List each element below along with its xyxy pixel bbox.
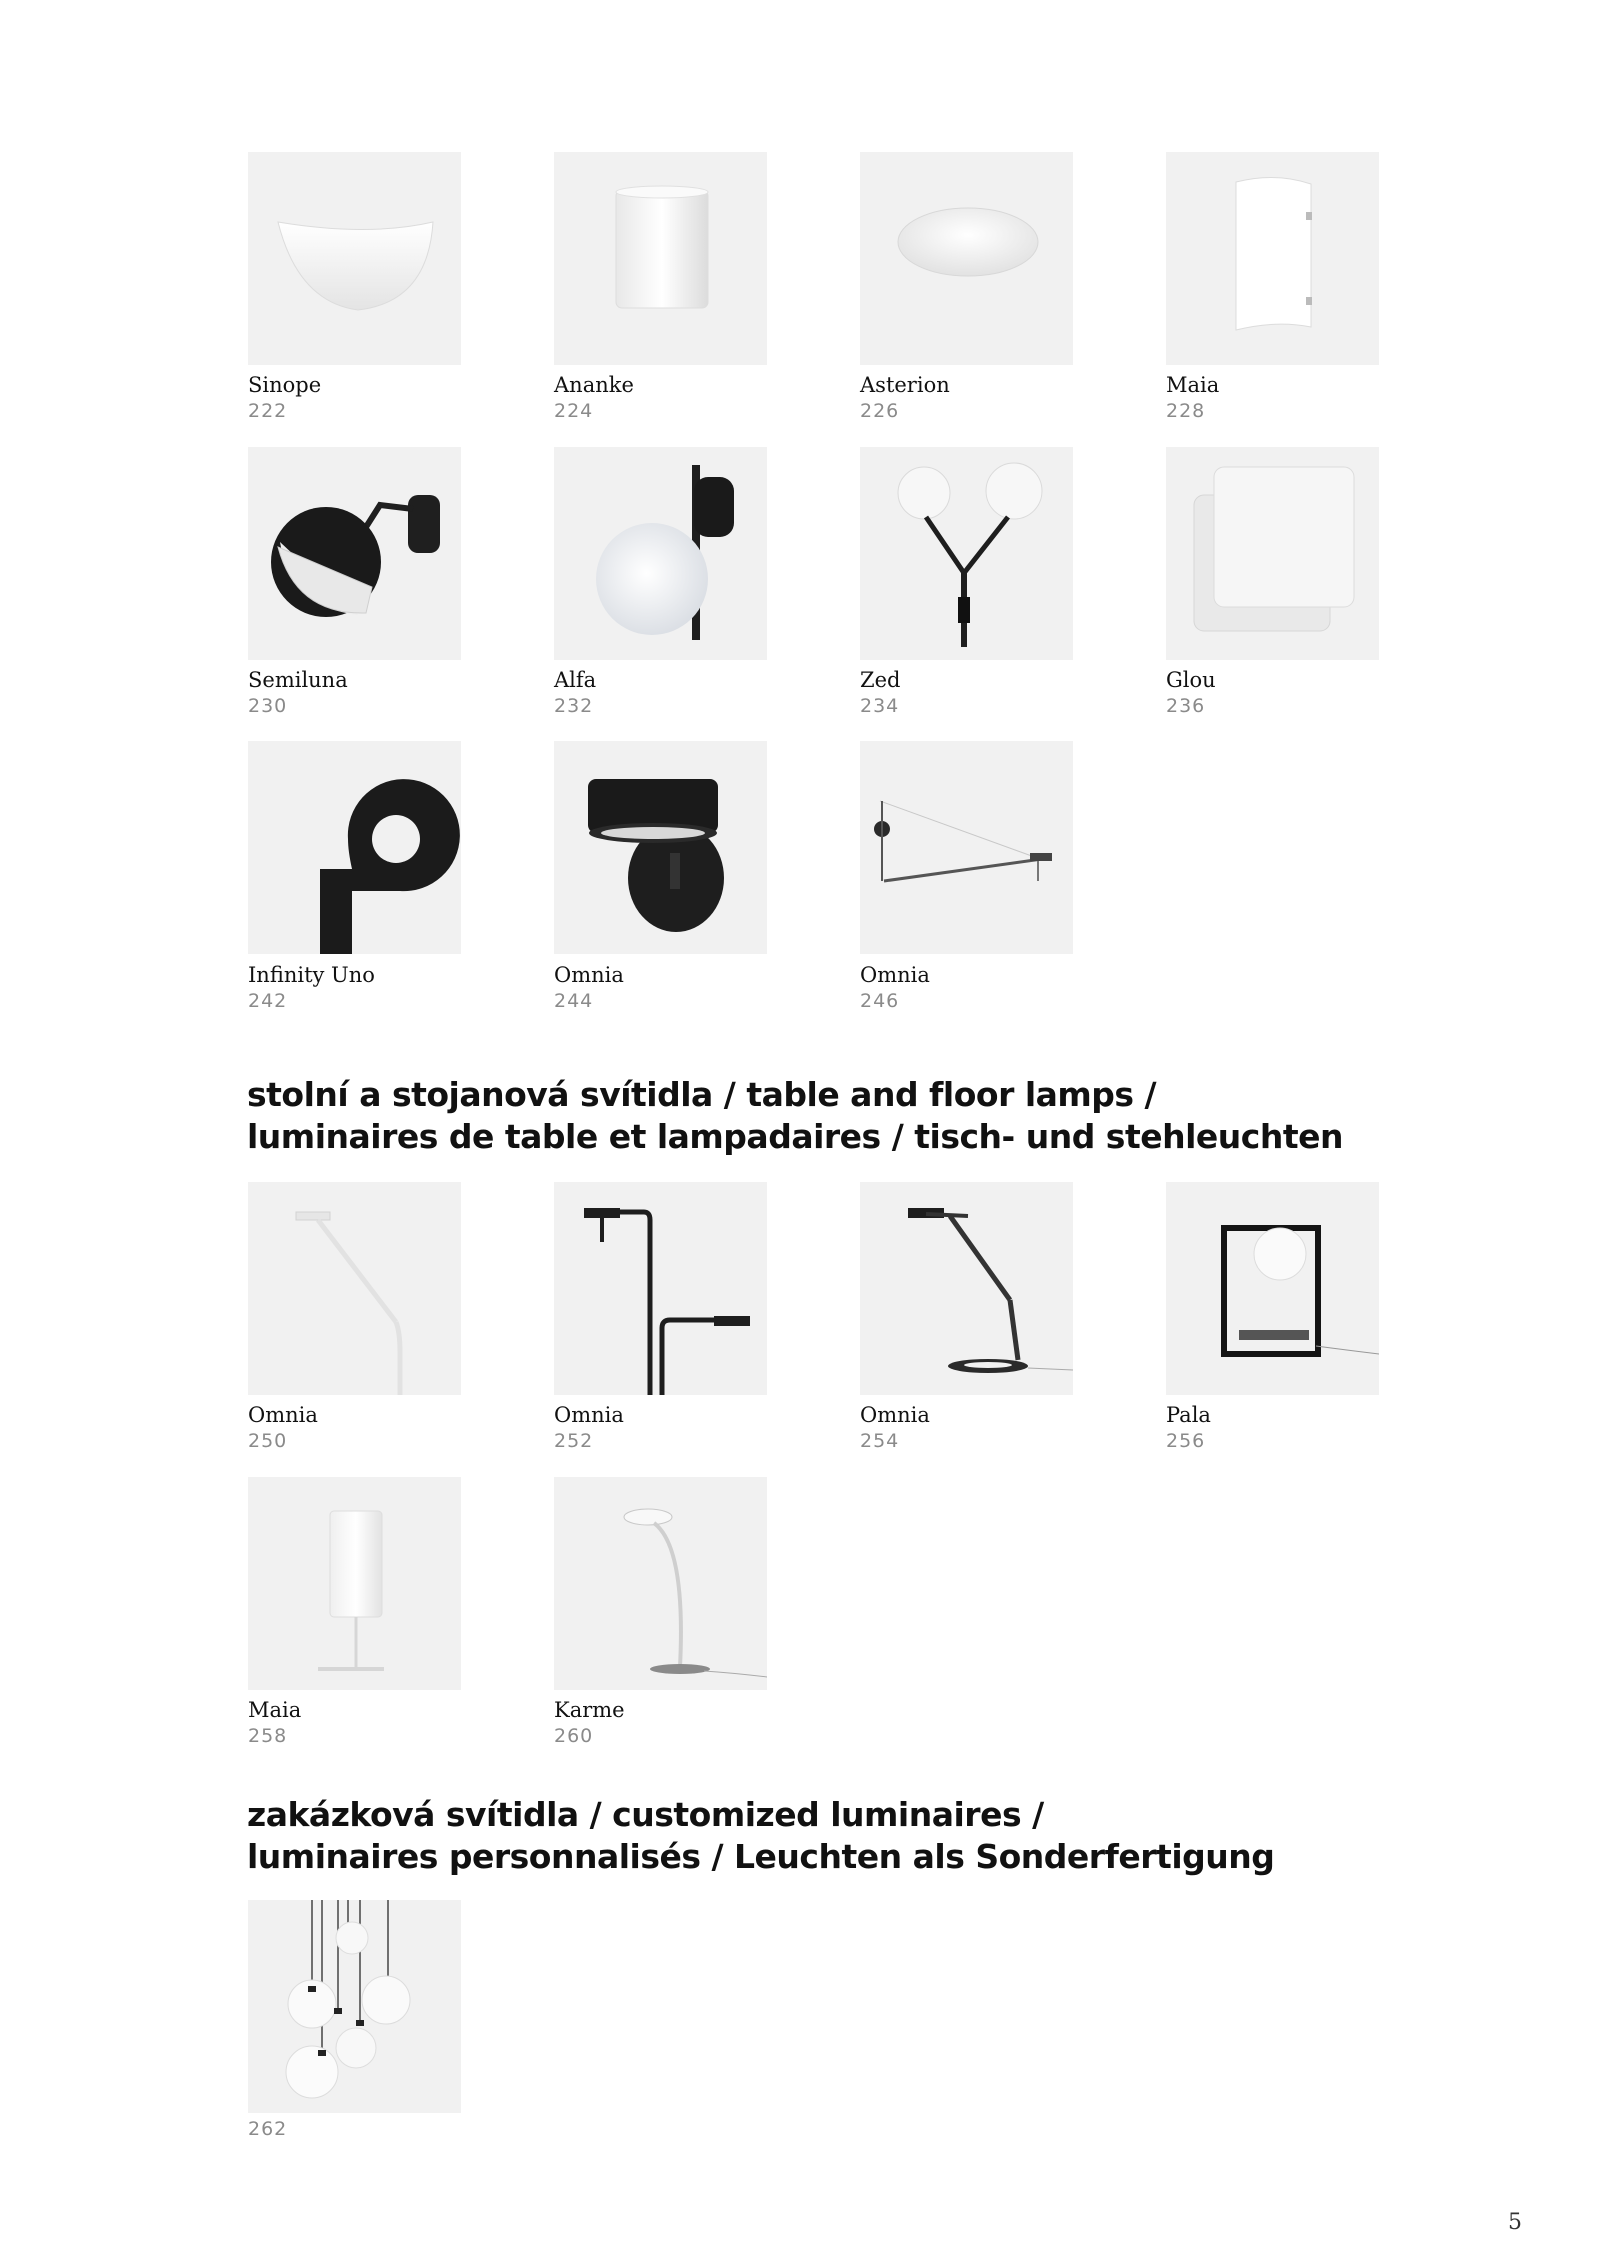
ananke-wall-light-icon xyxy=(554,152,767,365)
product-page: 234 xyxy=(860,695,900,717)
product-thumb[interactable] xyxy=(248,447,461,660)
product-page: 228 xyxy=(1166,400,1206,422)
product-page: 246 xyxy=(860,990,900,1012)
product-page: 224 xyxy=(554,400,594,422)
omnia-wall-arm-icon xyxy=(860,741,1073,954)
product-thumb[interactable] xyxy=(248,152,461,365)
product-thumb[interactable] xyxy=(1166,1182,1379,1395)
product-name: Zed xyxy=(860,668,901,692)
omnia-floor-lamp-double-icon xyxy=(554,1182,767,1395)
product-thumb[interactable] xyxy=(248,1900,461,2113)
product-name: Omnia xyxy=(860,1403,930,1427)
product-name: Karme xyxy=(554,1698,625,1722)
omnia-floor-lamp-white-icon xyxy=(248,1182,461,1395)
product-thumb[interactable] xyxy=(1166,152,1379,365)
maia-wall-light-icon xyxy=(1166,152,1379,365)
section-heading-line: stolní a stojanová svítidla / table and floor lamps / xyxy=(247,1075,1157,1114)
infinity-uno-wall-light-icon xyxy=(248,741,461,954)
product-name: Omnia xyxy=(248,1403,318,1427)
section-heading-line: zakázková svítidla / customized luminaires / xyxy=(247,1795,1044,1834)
product-page: 222 xyxy=(248,400,288,422)
product-page: 232 xyxy=(554,695,594,717)
product-thumb[interactable] xyxy=(860,741,1073,954)
product-thumb[interactable] xyxy=(554,1182,767,1395)
product-name: Ananke xyxy=(554,373,634,397)
sinope-wall-light-icon xyxy=(248,152,461,365)
product-thumb[interactable] xyxy=(554,447,767,660)
omnia-wall-spot-icon xyxy=(554,741,767,954)
product-name: Infinity Uno xyxy=(248,963,375,987)
product-name: Sinope xyxy=(248,373,322,397)
section-heading-customized xyxy=(247,1794,1274,1878)
product-page: 244 xyxy=(554,990,594,1012)
product-name: Maia xyxy=(1166,373,1220,397)
product-name: Omnia xyxy=(554,963,624,987)
custom-pendant-cluster-icon xyxy=(248,1900,461,2113)
section-heading-line: luminaires de table et lampadaires / tisch- und stehleuchten xyxy=(247,1117,1343,1156)
zed-wall-light-icon xyxy=(860,447,1073,660)
product-name: Maia xyxy=(248,1698,302,1722)
product-thumb[interactable] xyxy=(860,447,1073,660)
product-page: 262 xyxy=(248,2118,288,2140)
product-page: 242 xyxy=(248,990,288,1012)
product-thumb[interactable] xyxy=(248,1182,461,1395)
alfa-wall-light-icon xyxy=(554,447,767,660)
maia-floor-lamp-icon xyxy=(248,1477,461,1690)
product-name: Asterion xyxy=(860,373,950,397)
product-thumb[interactable] xyxy=(1166,447,1379,660)
product-name: Omnia xyxy=(554,1403,624,1427)
omnia-table-lamp-icon xyxy=(860,1182,1073,1395)
semiluna-wall-light-icon xyxy=(248,447,461,660)
product-name: Omnia xyxy=(860,963,930,987)
product-thumb[interactable] xyxy=(248,1477,461,1690)
section-heading-line: luminaires personnalisés / Leuchten als Sonderfertigung xyxy=(247,1837,1275,1876)
page-number: 5 xyxy=(1508,2210,1522,2235)
glou-wall-light-icon xyxy=(1166,447,1379,660)
product-page: 254 xyxy=(860,1430,900,1452)
product-page: 230 xyxy=(248,695,288,717)
section-heading-table-floor xyxy=(247,1074,1343,1158)
product-page: 250 xyxy=(248,1430,288,1452)
product-page: 236 xyxy=(1166,695,1206,717)
product-thumb[interactable] xyxy=(860,1182,1073,1395)
product-name: Alfa xyxy=(554,668,597,692)
product-page: 256 xyxy=(1166,1430,1206,1452)
product-thumb[interactable] xyxy=(248,741,461,954)
pala-table-lamp-icon xyxy=(1166,1182,1379,1395)
karme-floor-lamp-icon xyxy=(554,1477,767,1690)
product-page: 258 xyxy=(248,1725,288,1747)
product-thumb[interactable] xyxy=(554,741,767,954)
product-name: Glou xyxy=(1166,668,1216,692)
product-page: 226 xyxy=(860,400,900,422)
asterion-ceiling-light-icon xyxy=(860,152,1073,365)
product-page: 252 xyxy=(554,1430,594,1452)
product-name: Semiluna xyxy=(248,668,348,692)
product-page: 260 xyxy=(554,1725,594,1747)
product-thumb[interactable] xyxy=(554,1477,767,1690)
product-thumb[interactable] xyxy=(554,152,767,365)
product-name: Pala xyxy=(1166,1403,1211,1427)
product-thumb[interactable] xyxy=(860,152,1073,365)
